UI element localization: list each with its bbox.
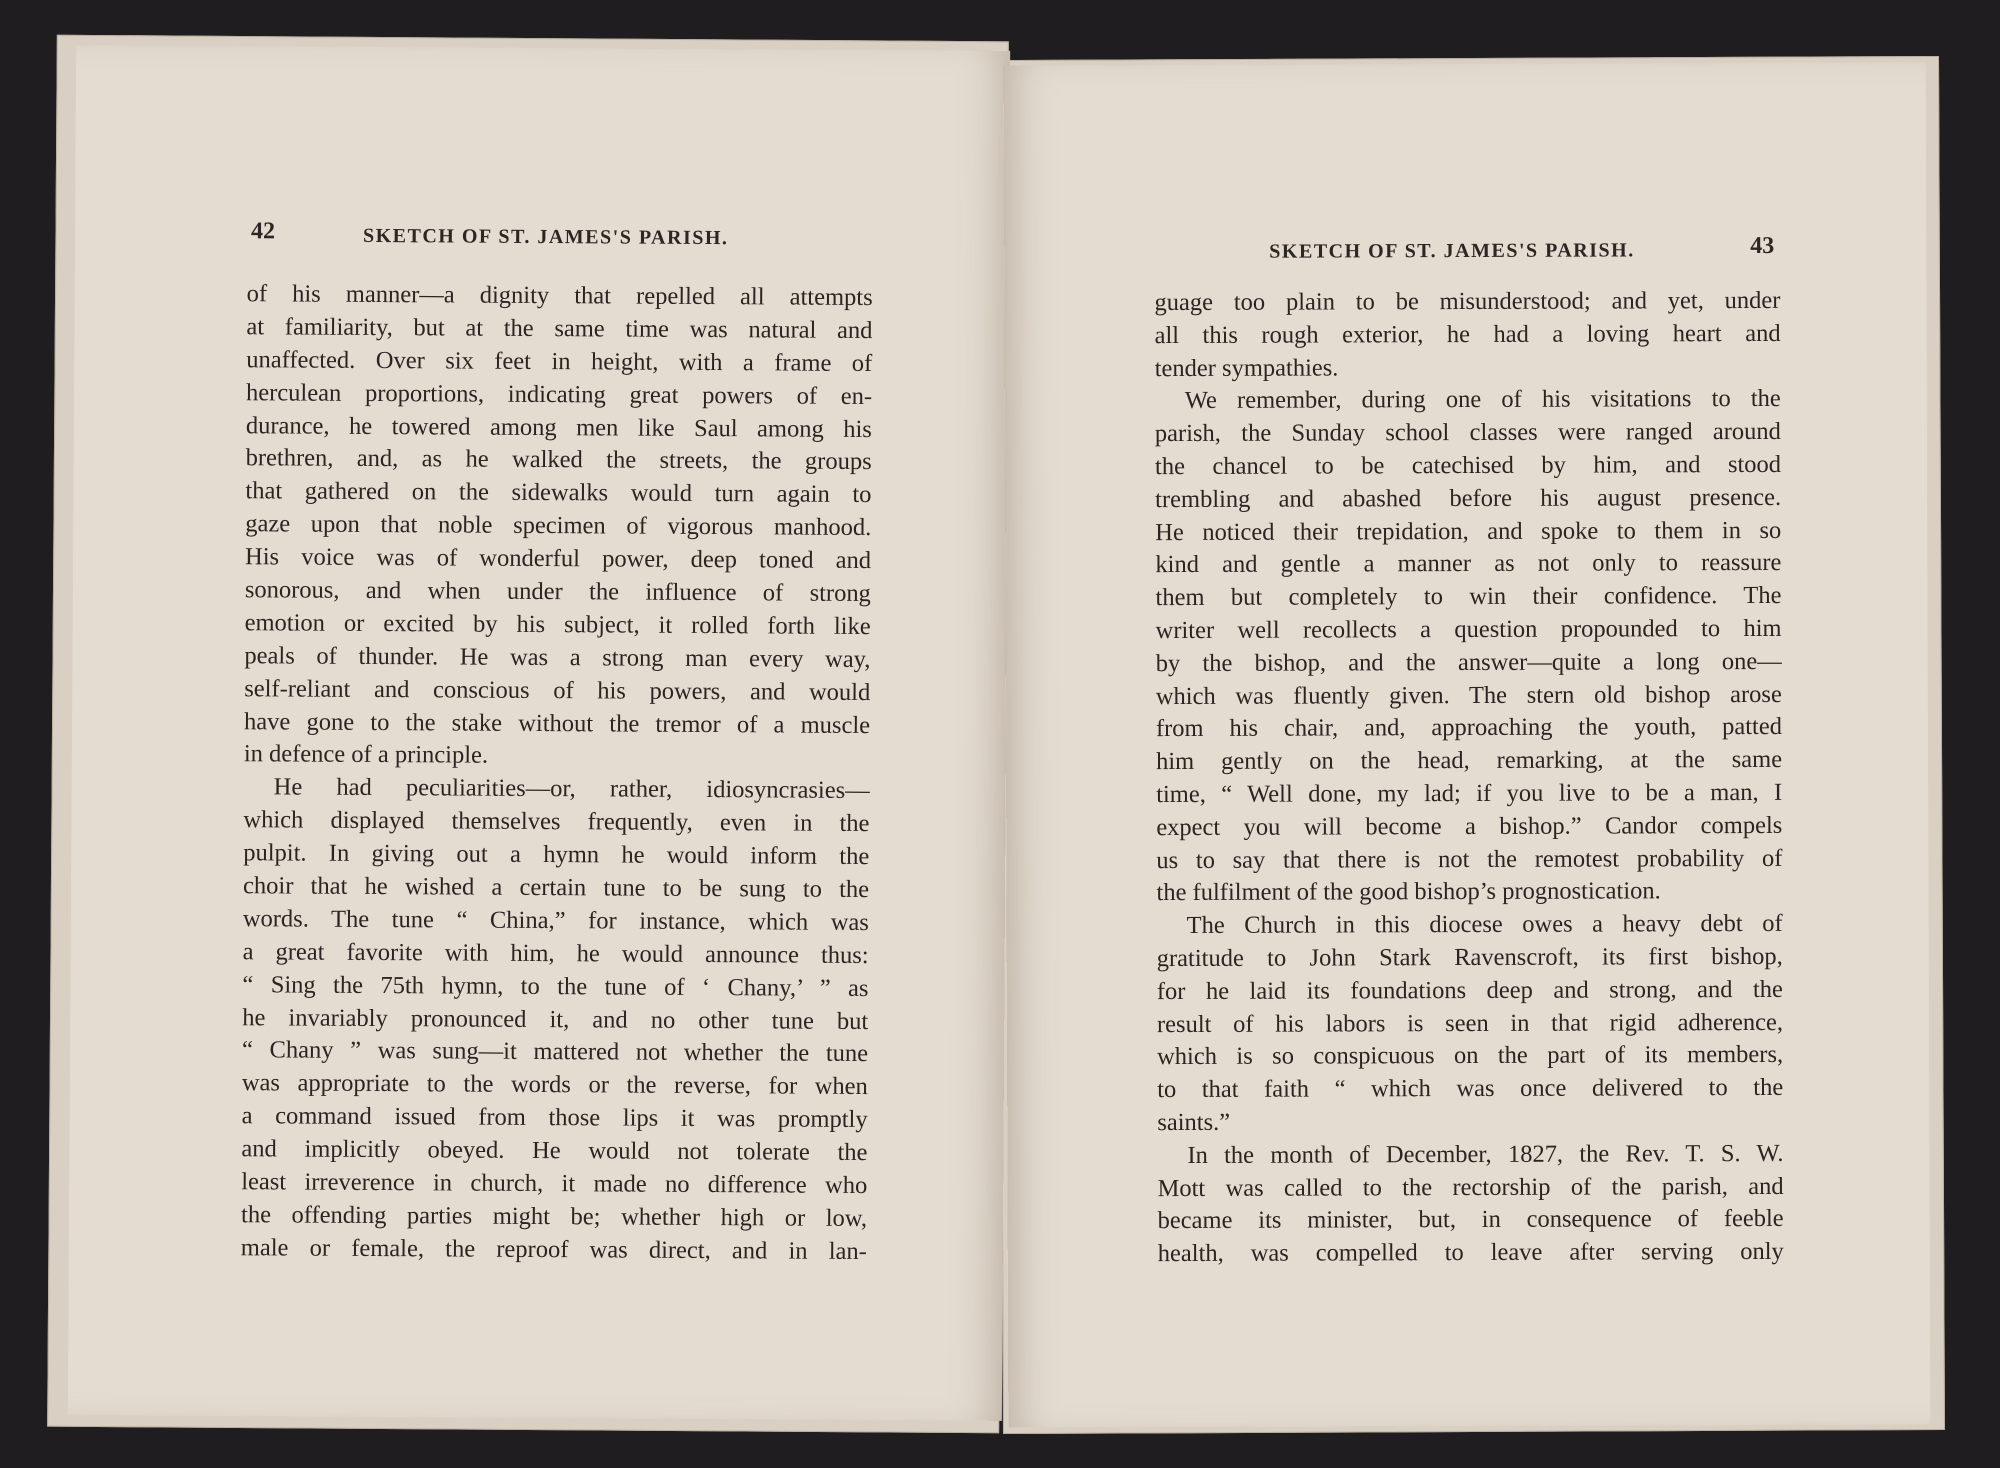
text-line: least irreverence in church, it made no difference who (241, 1168, 868, 1200)
text-line: gaze upon that noble specimen of vigorous manhood. (245, 510, 872, 542)
text-line: them but completely to win their confidence. The (1155, 582, 1782, 612)
text-line: self-reliant and conscious of his powers, and would (244, 674, 871, 706)
text-line: kind and gentle a manner as not only to reassure (1155, 549, 1782, 579)
text-line: result of his labors is seen in that rigid adherence, (1156, 1008, 1784, 1038)
text-line: writer well recollects a question propounded to him (1155, 614, 1782, 645)
text-line: choir that he wished a certain tune to be sung to the (242, 872, 870, 904)
text-line: which was fluently given. The stern old bishop arose (1155, 680, 1782, 710)
text-line: which is so conspicuous on the part of its members, (1157, 1041, 1784, 1071)
text-line: In the month of December, 1827, the Rev. T. S. W. (1187, 1139, 1784, 1169)
page-body-text (1154, 285, 1783, 1271)
page-number: 42 (250, 218, 276, 245)
text-line: unaffected. Over six feet in height, with a frame of (246, 345, 873, 377)
text-line: which displayed themselves frequently, even in the (243, 806, 870, 838)
page-number: 43 (1750, 232, 1775, 260)
running-head: SKETCH OF ST. JAMES'S PARISH. (1269, 239, 1635, 263)
text-line: him gently on the head, remarking, at the same (1156, 746, 1783, 776)
text-line: “ Chany ” was sung—it mattered not whether the tune (241, 1036, 869, 1068)
text-line: for he laid its foundations deep and strong, and the (1156, 975, 1783, 1005)
text-line: the offending parties might be; whether high or low, (240, 1201, 868, 1232)
text-line: herculean proportions, indicating great powers of en- (245, 378, 873, 410)
text-line: saints.” (1157, 1108, 1231, 1137)
text-line: “ Sing the 75th hymn, to the tune of ‘ Chany,’ ” as (242, 970, 869, 1002)
text-line: gratitude to John Stark Ravenscroft, its first bishop, (1156, 942, 1783, 973)
page-body-text (241, 278, 873, 1269)
text-line: words. The tune “ China,” for instance, which was (242, 905, 869, 936)
text-line: sonorous, and when under the influence of strong (244, 576, 871, 608)
text-line: us to say that there is not the remotest probability of (1156, 844, 1783, 874)
right-page (1004, 62, 1931, 1427)
text-line: to that faith “ which was once delivered to the (1157, 1074, 1784, 1104)
text-line: trembling and abashed before his august presence. (1155, 483, 1782, 513)
text-line: the chancel to be catechised by him, and stood (1154, 450, 1782, 481)
text-line: have gone to the stake without the tremor of a muscle (243, 707, 871, 739)
text-line: emotion or excited by his subject, it rolled forth like (244, 609, 871, 640)
text-line: brethren, and, as he walked the streets, the groups (245, 444, 872, 476)
text-line: the fulfilment of the good bishop’s prognostication. (1156, 877, 1661, 907)
text-line: a great favorite with him, he would announce thus: (242, 938, 869, 969)
text-line: We remember, during one of his visitations to the (1184, 385, 1781, 415)
text-line: guage too plain to be misunderstood; and yet, under (1154, 286, 1781, 317)
text-line: time, “ Well done, my lad; if you live to be a man, I (1156, 778, 1783, 809)
text-line: male or female, the reproof was direct, and in lan- (240, 1234, 867, 1265)
text-line: He had peculiarities—or, rather, idiosyncrasies— (273, 773, 870, 805)
text-line: at familiarity, but at the same time was natural and (246, 313, 873, 344)
text-line: all this rough exterior, he had a loving heart and (1154, 319, 1781, 349)
text-line: he invariably pronounced it, and no other tune but (242, 1003, 869, 1035)
text-line: of his manner—a dignity that repelled all attempts (246, 280, 873, 312)
text-line: from his chair, and, approaching the youth, patted (1155, 713, 1782, 743)
text-line: was appropriate to the words or the reverse, for when (241, 1069, 868, 1101)
text-line: expect you will become a bishop.” Candor compels (1156, 811, 1783, 841)
text-line: His voice was of wonderful power, deep toned and (244, 543, 872, 575)
text-line: parish, the Sunday school classes were ranged around (1154, 418, 1781, 448)
text-line: that gathered on the sidewalks would turn again to (245, 477, 872, 509)
text-line: in defence of a principle. (243, 740, 489, 770)
running-head: SKETCH OF ST. JAMES'S PARISH. (362, 224, 729, 250)
text-line: and implicitly obeyed. He would not tolerate the (241, 1135, 868, 1167)
text-line: He noticed their trepidation, and spoke to them in so (1155, 516, 1782, 546)
text-line: by the bishop, and the answer—quite a long one— (1155, 647, 1782, 677)
text-line: durance, he towered among men like Saul among his (245, 411, 872, 443)
text-line: a command issued from those lips it was promptly (241, 1102, 868, 1134)
text-line: Mott was called to the rectorship of the parish, and (1157, 1172, 1784, 1202)
text-line: health, was compelled to leave after serving only (1157, 1238, 1784, 1268)
text-line: peals of thunder. He was a strong man every way, (244, 641, 871, 673)
text-line: pulpit. In giving out a hymn he would inform the (243, 839, 870, 871)
text-line: tender sympathies. (1154, 354, 1339, 382)
text-line: The Church in this diocese owes a heavy debt of (1186, 910, 1783, 940)
left-page (68, 45, 1010, 1421)
text-line: became its minister, but, in consequence of feeble (1157, 1205, 1784, 1235)
